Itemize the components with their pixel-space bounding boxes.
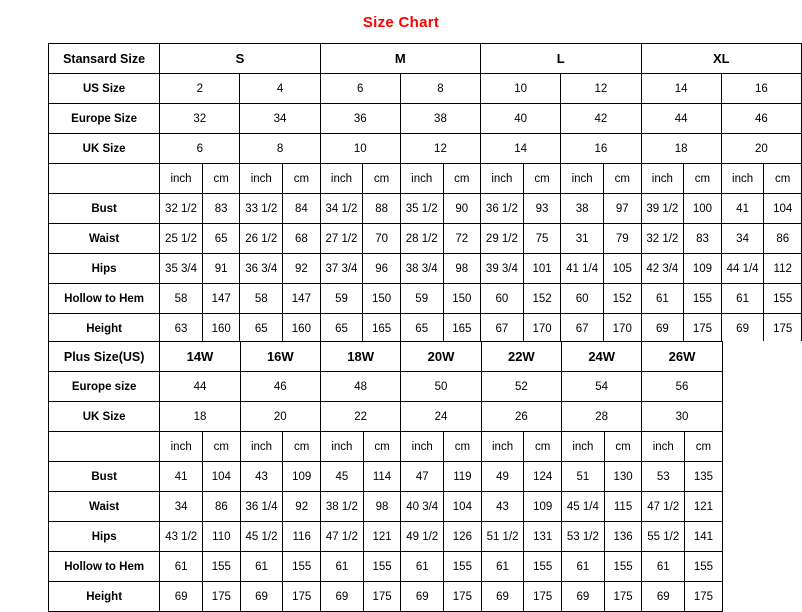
- unit-cell: cm: [764, 164, 802, 194]
- cell: 119: [444, 462, 482, 492]
- unit-cell: inch: [721, 164, 764, 194]
- cell: 34: [160, 492, 203, 522]
- cell: 18: [160, 402, 240, 432]
- cell: 69: [641, 314, 684, 344]
- row-label-plus-height: Height: [49, 582, 160, 612]
- table-row-plus-units: [49, 432, 802, 462]
- cell: 160: [202, 314, 240, 344]
- unit-cell: inch: [481, 164, 524, 194]
- size-group-18w: 18W: [320, 342, 400, 372]
- table-row-europe-size: [49, 104, 802, 134]
- cell: 8: [240, 134, 320, 164]
- unit-cell: cm: [444, 432, 482, 462]
- cell: 32 1/2: [641, 224, 684, 254]
- cell: 44: [160, 372, 240, 402]
- cell: 155: [685, 552, 723, 582]
- cell: 32: [160, 104, 240, 134]
- cell: 175: [685, 582, 723, 612]
- cell: 25 1/2: [160, 224, 203, 254]
- cell: 41: [721, 194, 764, 224]
- row-label-plus-europe-size: Europe size: [49, 372, 160, 402]
- corner-label-plus: Plus Size(US): [49, 342, 160, 372]
- cell: 114: [363, 462, 401, 492]
- cell: 98: [443, 254, 481, 284]
- cell: 55 1/2: [642, 522, 685, 552]
- cell: 53: [642, 462, 685, 492]
- cell: 41 1/4: [561, 254, 604, 284]
- cell: 155: [764, 284, 802, 314]
- cell: 124: [524, 462, 562, 492]
- cell: 44: [641, 104, 721, 134]
- unit-cell: cm: [685, 432, 723, 462]
- table-row-height: [49, 314, 802, 344]
- cell: 155: [363, 552, 401, 582]
- unit-cell: cm: [363, 432, 401, 462]
- cell: 18: [641, 134, 721, 164]
- cell: 31: [561, 224, 604, 254]
- unit-cell: inch: [320, 164, 363, 194]
- cell: 61: [240, 552, 283, 582]
- cell: 121: [685, 492, 723, 522]
- table-row-uk-size: [49, 134, 802, 164]
- cell: 175: [363, 582, 401, 612]
- size-group-l: L: [481, 44, 641, 74]
- cell: 47: [401, 462, 444, 492]
- cell: 16: [721, 74, 801, 104]
- cell: 14: [481, 134, 561, 164]
- cell: 68: [283, 224, 321, 254]
- cell: 175: [764, 314, 802, 344]
- cell: 101: [523, 254, 561, 284]
- size-group-14w: 14W: [160, 342, 240, 372]
- row-label-plus-hips: Hips: [49, 522, 160, 552]
- cell: 100: [684, 194, 722, 224]
- cell: 155: [604, 552, 642, 582]
- unit-cell: inch: [641, 164, 684, 194]
- cell: 59: [400, 284, 443, 314]
- cell: 26: [481, 402, 561, 432]
- cell: 79: [604, 224, 642, 254]
- spacer-cell: [722, 582, 801, 612]
- cell: 49 1/2: [401, 522, 444, 552]
- cell: 56: [642, 372, 722, 402]
- cell: 110: [203, 522, 241, 552]
- table-row-hollow-to-hem: [49, 284, 802, 314]
- cell: 160: [283, 314, 321, 344]
- unit-cell: cm: [203, 432, 241, 462]
- cell: 165: [363, 314, 401, 344]
- row-label-europe-size: Europe Size: [49, 104, 160, 134]
- table-row-plus-hollow-to-hem: [49, 552, 802, 582]
- cell: 61: [401, 552, 444, 582]
- cell: 51 1/2: [481, 522, 524, 552]
- cell: 38 3/4: [400, 254, 443, 284]
- cell: 67: [561, 314, 604, 344]
- cell: 155: [444, 552, 482, 582]
- cell: 155: [524, 552, 562, 582]
- cell: 40: [481, 104, 561, 134]
- cell: 32 1/2: [160, 194, 203, 224]
- cell: 130: [604, 462, 642, 492]
- cell: 60: [481, 284, 524, 314]
- row-label-waist: Waist: [49, 224, 160, 254]
- table-row-us-size: [49, 74, 802, 104]
- cell: 175: [203, 582, 241, 612]
- cell: 84: [283, 194, 321, 224]
- cell: 65: [320, 314, 363, 344]
- size-group-s: S: [160, 44, 320, 74]
- unit-cell: cm: [684, 164, 722, 194]
- cell: 43 1/2: [160, 522, 203, 552]
- size-group-20w: 20W: [401, 342, 481, 372]
- unit-cell: cm: [443, 164, 481, 194]
- table-row-hips: [49, 254, 802, 284]
- plus-size-table: [48, 341, 802, 612]
- spacer-cell: [722, 402, 801, 432]
- cell: 30: [642, 402, 722, 432]
- cell: 36: [320, 104, 400, 134]
- cell: 42 3/4: [641, 254, 684, 284]
- cell: 43: [240, 462, 283, 492]
- cell: 67: [481, 314, 524, 344]
- row-label-plus-units: [49, 432, 160, 462]
- cell: 46: [721, 104, 801, 134]
- cell: 69: [240, 582, 283, 612]
- cell: 28 1/2: [400, 224, 443, 254]
- spacer-cell: [722, 372, 801, 402]
- cell: 54: [562, 372, 642, 402]
- size-group-22w: 22W: [481, 342, 561, 372]
- cell: 152: [604, 284, 642, 314]
- unit-cell: inch: [400, 164, 443, 194]
- cell: 38: [400, 104, 480, 134]
- row-label-plus-hollow-to-hem: Hollow to Hem: [49, 552, 160, 582]
- cell: 109: [524, 492, 562, 522]
- cell: 105: [604, 254, 642, 284]
- cell: 49: [481, 462, 524, 492]
- table-row-plus-uk-size: [49, 402, 802, 432]
- cell: 59: [320, 284, 363, 314]
- row-label-plus-bust: Bust: [49, 462, 160, 492]
- unit-cell: inch: [562, 432, 605, 462]
- table-row-size-groups: [49, 44, 802, 74]
- cell: 41: [160, 462, 203, 492]
- cell: 47 1/2: [320, 522, 363, 552]
- cell: 75: [523, 224, 561, 254]
- unit-cell: inch: [642, 432, 685, 462]
- unit-cell: cm: [202, 164, 240, 194]
- cell: 135: [685, 462, 723, 492]
- row-label-uk-size: UK Size: [49, 134, 160, 164]
- cell: 72: [443, 224, 481, 254]
- cell: 92: [283, 492, 321, 522]
- cell: 109: [283, 462, 321, 492]
- cell: 112: [764, 254, 802, 284]
- cell: 175: [283, 582, 321, 612]
- cell: 47 1/2: [642, 492, 685, 522]
- unit-cell: inch: [160, 432, 203, 462]
- unit-cell: cm: [604, 164, 642, 194]
- cell: 39 1/2: [641, 194, 684, 224]
- unit-cell: cm: [283, 432, 321, 462]
- cell: 12: [561, 74, 641, 104]
- cell: 10: [481, 74, 561, 104]
- unit-cell: inch: [160, 164, 203, 194]
- page-title: Size Chart: [362, 14, 440, 31]
- table-row-plus-size-groups: [49, 342, 802, 372]
- cell: 69: [481, 582, 524, 612]
- cell: 83: [684, 224, 722, 254]
- cell: 22: [320, 402, 400, 432]
- cell: 63: [160, 314, 203, 344]
- cell: 28: [562, 402, 642, 432]
- unit-cell: cm: [524, 432, 562, 462]
- cell: 86: [203, 492, 241, 522]
- cell: 6: [160, 134, 240, 164]
- cell: 175: [524, 582, 562, 612]
- cell: 45 1/4: [562, 492, 605, 522]
- cell: 97: [604, 194, 642, 224]
- cell: 69: [721, 314, 764, 344]
- unit-cell: cm: [363, 164, 401, 194]
- cell: 34: [240, 104, 320, 134]
- cell: 131: [524, 522, 562, 552]
- cell: 83: [202, 194, 240, 224]
- cell: 10: [320, 134, 400, 164]
- cell: 58: [160, 284, 203, 314]
- cell: 35 1/2: [400, 194, 443, 224]
- table-row-plus-bust: [49, 462, 802, 492]
- cell: 60: [561, 284, 604, 314]
- cell: 58: [240, 284, 283, 314]
- cell: 45 1/2: [240, 522, 283, 552]
- cell: 33 1/2: [240, 194, 283, 224]
- cell: 175: [444, 582, 482, 612]
- row-label-plus-waist: Waist: [49, 492, 160, 522]
- cell: 61: [160, 552, 203, 582]
- standard-size-table: [48, 43, 802, 344]
- table-row-plus-height: [49, 582, 802, 612]
- cell: 61: [481, 552, 524, 582]
- spacer-cell: [722, 342, 801, 372]
- cell: 98: [363, 492, 401, 522]
- cell: 40 3/4: [401, 492, 444, 522]
- cell: 96: [363, 254, 401, 284]
- row-label-hips: Hips: [49, 254, 160, 284]
- row-label-plus-uk-size: UK Size: [49, 402, 160, 432]
- cell: 141: [685, 522, 723, 552]
- cell: 8: [400, 74, 480, 104]
- size-group-26w: 26W: [642, 342, 722, 372]
- cell: 86: [764, 224, 802, 254]
- unit-cell: inch: [240, 164, 283, 194]
- unit-cell: cm: [283, 164, 321, 194]
- cell: 69: [160, 582, 203, 612]
- cell: 90: [443, 194, 481, 224]
- spacer-cell: [722, 522, 801, 552]
- cell: 70: [363, 224, 401, 254]
- cell: 175: [604, 582, 642, 612]
- cell: 39 3/4: [481, 254, 524, 284]
- unit-cell: inch: [240, 432, 283, 462]
- cell: 170: [523, 314, 561, 344]
- cell: 65: [240, 314, 283, 344]
- cell: 51: [562, 462, 605, 492]
- cell: 53 1/2: [562, 522, 605, 552]
- row-label-bust: Bust: [49, 194, 160, 224]
- cell: 38 1/2: [320, 492, 363, 522]
- cell: 61: [320, 552, 363, 582]
- table-row-waist: [49, 224, 802, 254]
- cell: 69: [320, 582, 363, 612]
- spacer-cell: [722, 432, 801, 462]
- cell: 65: [202, 224, 240, 254]
- cell: 34 1/2: [320, 194, 363, 224]
- cell: 150: [443, 284, 481, 314]
- cell: 44 1/4: [721, 254, 764, 284]
- size-group-m: M: [320, 44, 480, 74]
- unit-cell: inch: [481, 432, 524, 462]
- cell: 165: [443, 314, 481, 344]
- cell: 26 1/2: [240, 224, 283, 254]
- row-label-units: [49, 164, 160, 194]
- cell: 36 3/4: [240, 254, 283, 284]
- cell: 6: [320, 74, 400, 104]
- corner-label: Stansard Size: [49, 44, 160, 74]
- cell: 46: [240, 372, 320, 402]
- table-row-plus-waist: [49, 492, 802, 522]
- row-label-us-size: US Size: [49, 74, 160, 104]
- spacer-cell: [722, 552, 801, 582]
- cell: 93: [523, 194, 561, 224]
- size-group-24w: 24W: [562, 342, 642, 372]
- cell: 175: [684, 314, 722, 344]
- table-row-units: [49, 164, 802, 194]
- cell: 36 1/2: [481, 194, 524, 224]
- cell: 61: [642, 552, 685, 582]
- cell: 61: [562, 552, 605, 582]
- cell: 14: [641, 74, 721, 104]
- cell: 29 1/2: [481, 224, 524, 254]
- cell: 52: [481, 372, 561, 402]
- cell: 12: [400, 134, 480, 164]
- cell: 4: [240, 74, 320, 104]
- cell: 109: [684, 254, 722, 284]
- cell: 155: [283, 552, 321, 582]
- cell: 91: [202, 254, 240, 284]
- cell: 20: [240, 402, 320, 432]
- size-group-16w: 16W: [240, 342, 320, 372]
- row-label-hollow-to-hem: Hollow to Hem: [49, 284, 160, 314]
- cell: 104: [764, 194, 802, 224]
- cell: 61: [721, 284, 764, 314]
- cell: 170: [604, 314, 642, 344]
- cell: 115: [604, 492, 642, 522]
- cell: 65: [400, 314, 443, 344]
- cell: 42: [561, 104, 641, 134]
- unit-cell: cm: [523, 164, 561, 194]
- unit-cell: inch: [401, 432, 444, 462]
- cell: 155: [203, 552, 241, 582]
- table-row-plus-hips: [49, 522, 802, 552]
- table-row-plus-europe-size: [49, 372, 802, 402]
- cell: 147: [283, 284, 321, 314]
- table-row-bust: [49, 194, 802, 224]
- unit-cell: inch: [320, 432, 363, 462]
- cell: 155: [684, 284, 722, 314]
- cell: 38: [561, 194, 604, 224]
- cell: 104: [203, 462, 241, 492]
- spacer-cell: [722, 462, 801, 492]
- cell: 92: [283, 254, 321, 284]
- cell: 104: [444, 492, 482, 522]
- cell: 35 3/4: [160, 254, 203, 284]
- cell: 20: [721, 134, 801, 164]
- cell: 2: [160, 74, 240, 104]
- size-group-xl: XL: [641, 44, 802, 74]
- cell: 88: [363, 194, 401, 224]
- cell: 121: [363, 522, 401, 552]
- cell: 152: [523, 284, 561, 314]
- cell: 36 1/4: [240, 492, 283, 522]
- cell: 16: [561, 134, 641, 164]
- cell: 34: [721, 224, 764, 254]
- cell: 24: [401, 402, 481, 432]
- cell: 43: [481, 492, 524, 522]
- cell: 69: [401, 582, 444, 612]
- cell: 61: [641, 284, 684, 314]
- cell: 150: [363, 284, 401, 314]
- spacer-cell: [722, 492, 801, 522]
- cell: 48: [320, 372, 400, 402]
- cell: 69: [642, 582, 685, 612]
- cell: 136: [604, 522, 642, 552]
- cell: 126: [444, 522, 482, 552]
- unit-cell: inch: [561, 164, 604, 194]
- cell: 45: [320, 462, 363, 492]
- cell: 37 3/4: [320, 254, 363, 284]
- cell: 116: [283, 522, 321, 552]
- cell: 147: [202, 284, 240, 314]
- cell: 50: [401, 372, 481, 402]
- row-label-height: Height: [49, 314, 160, 344]
- unit-cell: cm: [604, 432, 642, 462]
- cell: 69: [562, 582, 605, 612]
- cell: 27 1/2: [320, 224, 363, 254]
